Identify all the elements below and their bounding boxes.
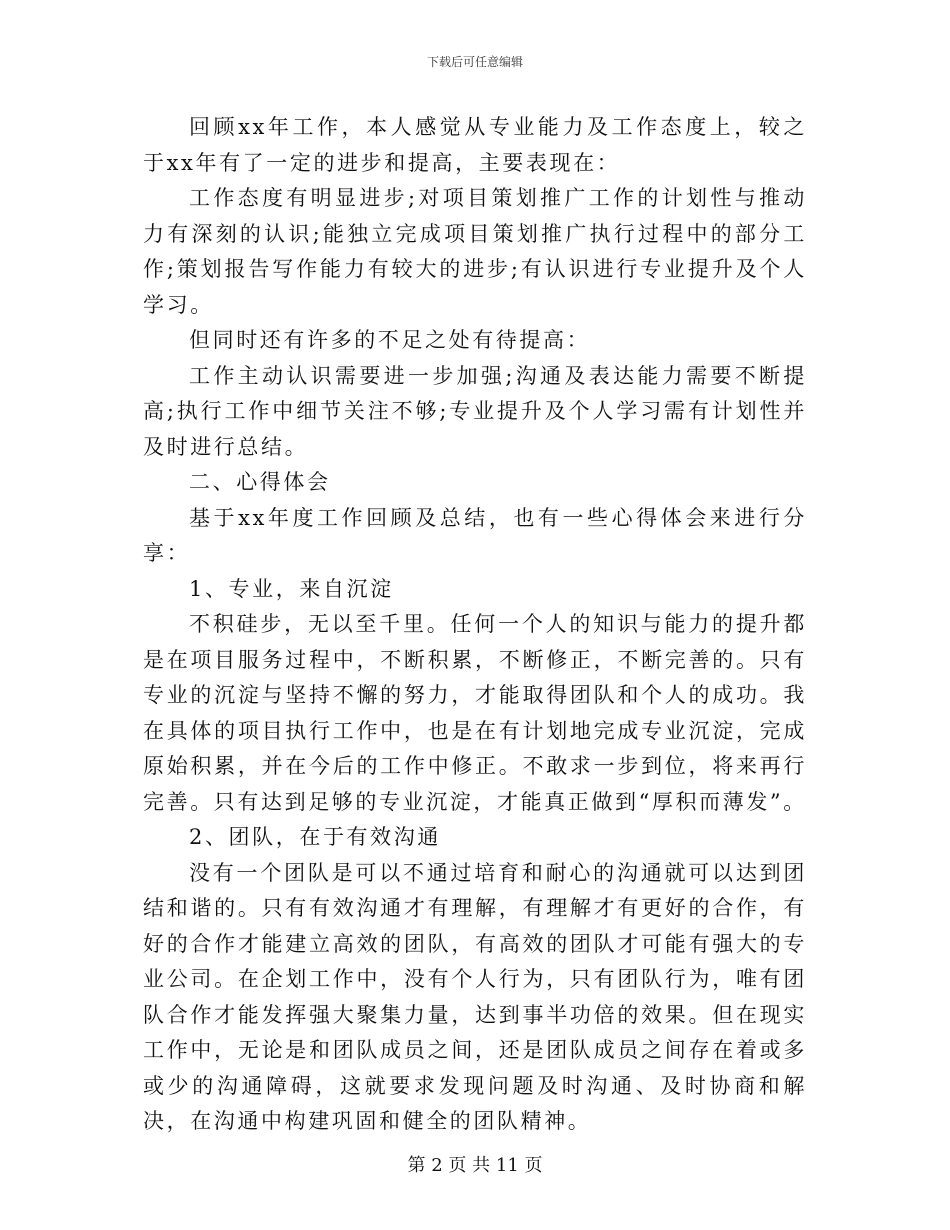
- footer-total-prefix: 共: [472, 1155, 491, 1176]
- paragraph-work-attitude: 工作态度有明显进步;对项目策划推广工作的计划性与推动力有深刻的认识;能独立完成项目策划推广执行过程中的部分工作;策划报告写作能力有较大的进步;有认识进行专业提升及个人学习。: [143, 186, 807, 317]
- subheading-professionalism: 1、专业，来自沉淀: [189, 576, 394, 601]
- paragraph-review-intro: 回顾xx年工作，本人感觉从专业能力及工作态度上，较之于xx年有了一定的进步和提高，主要表现在：: [143, 115, 807, 175]
- footer-page-word: 页: [448, 1155, 467, 1176]
- document-body: [143, 110, 807, 1140]
- subheading-teamwork: 2、团队，在于有效沟通: [189, 825, 441, 849]
- paragraph-teamwork: 没有一个团队是可以不通过培育和耐心的沟通就可以达到团结和谐的。只有有效沟通才有理解，有理解才有更好的合作，有好的合作才能建立高效的团队，有高效的团队才可能有强大的专业公司。在企划工作中，没有个人行为，只有团队行为，唯有团队合作才能发挥强大聚集力量，达到事半功倍的效果。但在现实工作中，无论是和团队成员之间，还是团队成员之间存在着或多或少的沟通障碍，这就要求发现问题及时沟通、及时协商和解决，在沟通中构建巩固和健全的团队精神。: [143, 860, 807, 1133]
- paragraph-insights-intro: 基于xx年度工作回顾及总结，也有一些心得体会来进行分享：: [143, 505, 807, 565]
- footer-total-pages: 11: [495, 1155, 519, 1176]
- page-footer: [0, 1154, 950, 1178]
- footer-prefix: 第: [407, 1155, 426, 1176]
- footer-current-page: 2: [431, 1155, 443, 1176]
- paragraph-shortcomings: 工作主动认识需要进一步加强;沟通及表达能力需要不断提高;执行工作中细节关注不够;专业提升及个人学习需有计划性并及时进行总结。: [143, 363, 807, 459]
- section-heading-insights: 二、心得体会: [189, 470, 331, 494]
- paragraph-professionalism: 不积硅步，无以至千里。任何一个人的知识与能力的提升都是在项目服务过程中，不断积累，不断修正，不断完善的。只有专业的沉淀与坚持不懈的努力，才能取得团队和个人的成功。我在具体的项目执行工作中，也是在有计划地完成专业沉淀，完成原始积累，并在今后的工作中修正。不敢求一步到位，将来再行完善。只有达到足够的专业沉淀，才能真正做到“厚积而薄发”。: [143, 612, 807, 814]
- footer-suffix: 页: [524, 1155, 543, 1176]
- page-header-note: 下载后可任意编辑: [426, 55, 523, 69]
- paragraph-shortcomings-intro: 但同时还有许多的不足之处有待提高：: [189, 328, 591, 352]
